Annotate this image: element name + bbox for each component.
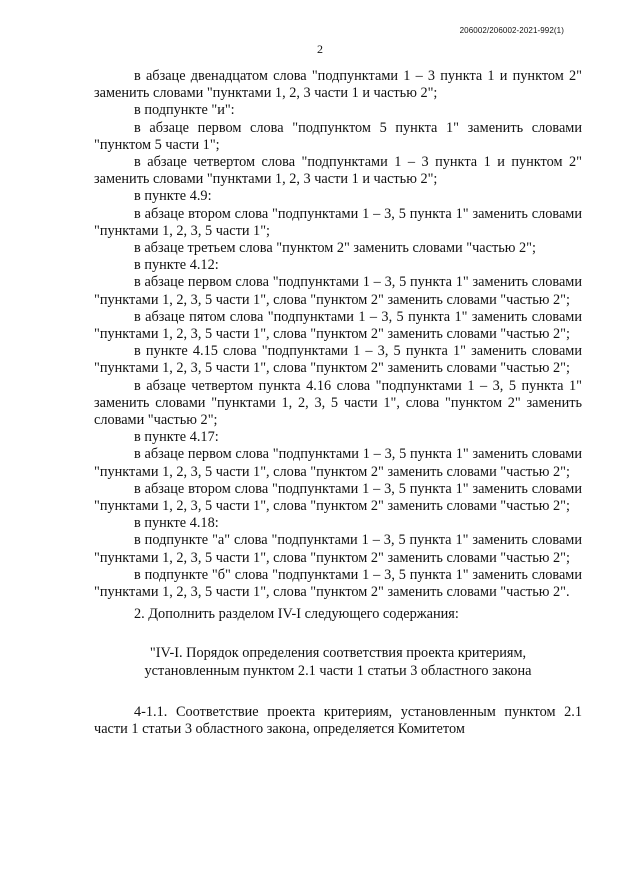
document-body <box>94 68 582 738</box>
paragraph: в абзаце третьем слова "пунктом 2" заменить словами "частью 2"; <box>134 240 536 257</box>
paragraph: в абзаце втором слова "подпунктами 1 – 3, 5 пункта 1" заменить словами "пунктами 1, 2, 3, 5 части 1", слова "пунктом 2" заменить словами "частью 2"; <box>94 480 582 515</box>
paragraph: 2. Дополнить разделом IV-I следующего содержания: <box>134 606 459 623</box>
paragraph: в подпункте "а" слова "подпунктами 1 – 3, 5 пункта 1" заменить словами "пунктами 1, 2, 3, 5 части 1", слова "пунктом 2" заменить словами "частью 2"; <box>94 532 582 566</box>
section-heading: "IV-I. Порядок определения соответствия проекта критериям, установленным пунктом 2.1 части 1 статьи 3 областного закона <box>144 644 532 679</box>
paragraph: в абзаце пятом слова "подпунктами 1 – 3, 5 пункта 1" заменить словами "пунктами 1, 2, 3, 5 части 1", слова "пунктом 2" заменить словами "частью 2"; <box>94 308 582 343</box>
paragraph: в пункте 4.18: <box>134 515 219 532</box>
paragraph: в подпункте "и": <box>134 102 235 119</box>
paragraph: в пункте 4.12: <box>134 257 219 274</box>
paragraph: 4-1.1. Соответствие проекта критериям, установленным пунктом 2.1 части 1 статьи 3 областного закона, определяется Комитетом <box>94 703 582 737</box>
page-number: 2 <box>317 42 323 56</box>
paragraph: в пункте 4.9: <box>134 188 212 205</box>
paragraph: в пункте 4.15 слова "подпунктами 1 – 3, 5 пункта 1" заменить словами "пунктами 1, 2, 3, 5 части 1", слова "пунктом 2" заменить словами "частью 2"; <box>94 343 582 377</box>
paragraph: в абзаце двенадцатом слова "подпунктами 1 – 3 пункта 1 и пунктом 2" заменить словами "пунктами 1, 2, 3 части 1 и частью 2"; <box>94 68 582 102</box>
paragraph: в подпункте "б" слова "подпунктами 1 – 3, 5 пункта 1" заменить словами "пунктами 1, 2, 3, 5 части 1", слова "пунктом 2" заменить словами "частью 2". <box>94 566 582 601</box>
paragraph: в абзаце первом слова "подпунктами 1 – 3, 5 пункта 1" заменить словами "пунктами 1, 2, 3, 5 части 1", слова "пунктом 2" заменить словами "частью 2"; <box>94 446 582 480</box>
paragraph: в абзаце первом слова "подпунктом 5 пункта 1" заменить словами "пунктом 5 части 1"; <box>94 119 582 153</box>
paragraph: в абзаце четвертом слова "подпунктами 1 – 3 пункта 1 и пунктом 2" заменить словами "пунктами 1, 2, 3 части 1 и частью 2"; <box>94 154 582 188</box>
document-id: 206002/206002-2021-992(1) <box>459 26 564 35</box>
paragraph: в абзаце четвертом пункта 4.16 слова "подпунктами 1 – 3, 5 пункта 1" заменить словами "пунктами 1, 2, 3, 5 части 1", слова "пунктом 2" заменить словами "частью 2"; <box>94 377 582 429</box>
paragraph: в абзаце первом слова "подпунктами 1 – 3, 5 пункта 1" заменить словами "пунктами 1, 2, 3, 5 части 1", слова "пунктом 2" заменить словами "частью 2"; <box>94 274 582 308</box>
paragraph: в пункте 4.17: <box>134 429 219 446</box>
paragraph: в абзаце втором слова "подпунктами 1 – 3, 5 пункта 1" заменить словами "пунктами 1, 2, 3, 5 части 1"; <box>94 205 582 239</box>
